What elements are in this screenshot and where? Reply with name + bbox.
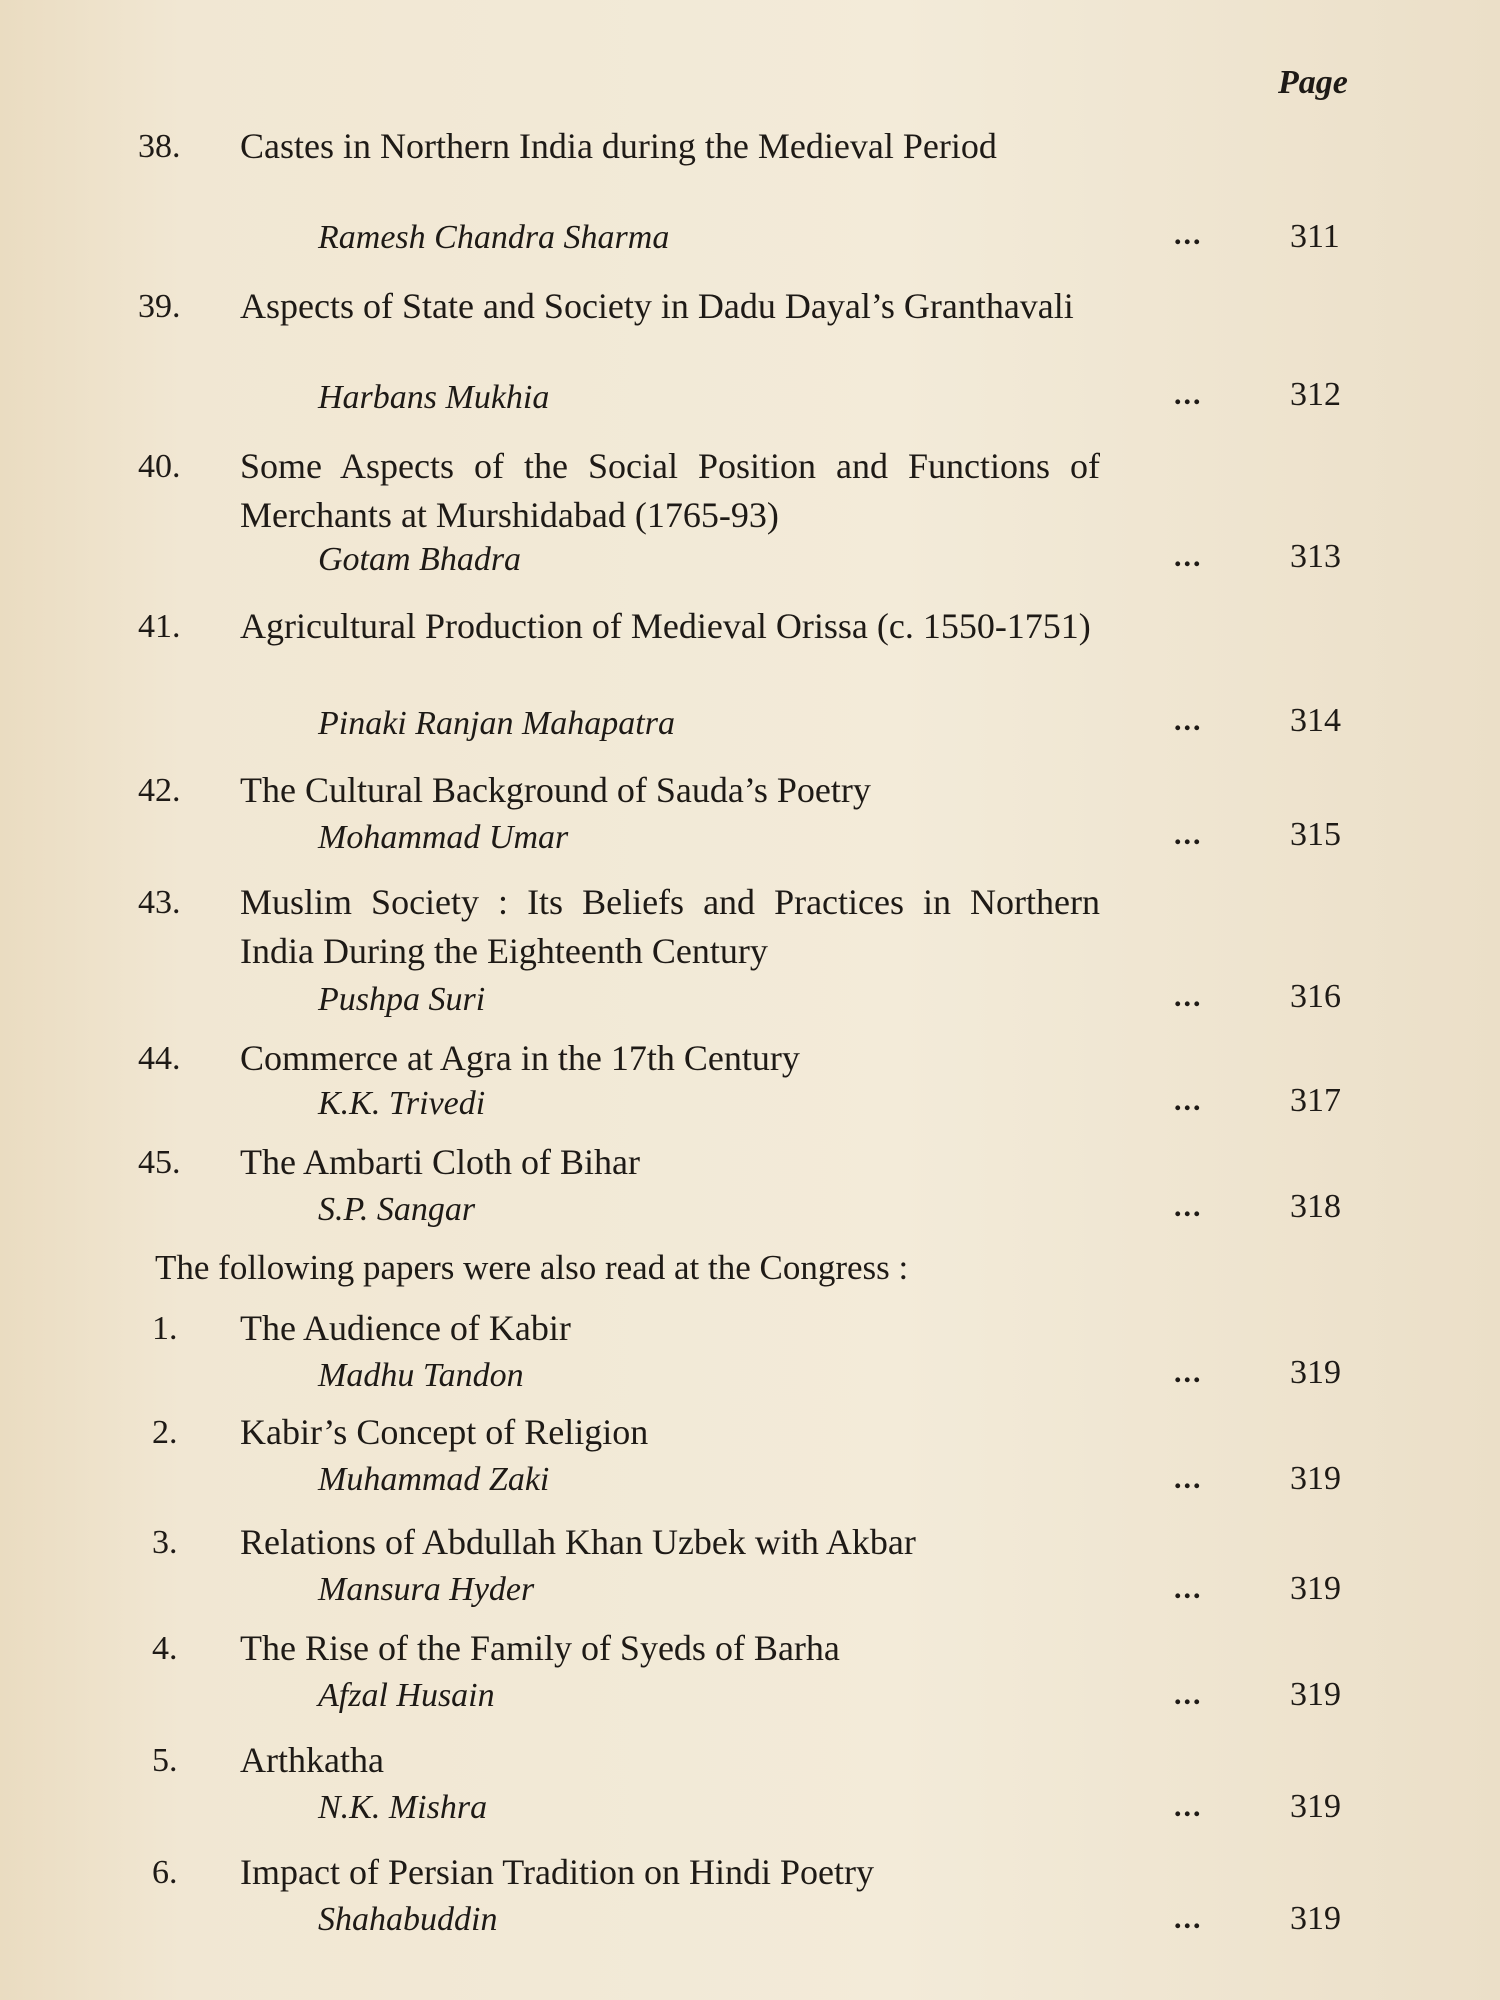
paper-title: Arthkatha [240,1740,384,1780]
paper-author: Muhammad Zaki [318,1461,550,1498]
paper-author: Madhu Tandon [318,1357,524,1394]
page-number: 315 [1290,816,1341,853]
leader-dots: ... [1174,1678,1203,1711]
page-number: 319 [1290,1570,1341,1607]
paper-title: The Cultural Background of Sauda’s Poetry [240,770,871,810]
paper-number: 38. [138,128,181,165]
leader-dots: ... [1174,1462,1203,1495]
paper-author: Pinaki Ranjan Mahapatra [318,705,675,742]
paper-author: Mansura Hyder [318,1571,535,1608]
page-number: 317 [1290,1082,1341,1119]
paper-number: 6. [152,1854,178,1891]
paper-author: Gotam Bhadra [318,541,522,578]
paper-author: Pushpa Suri [318,981,486,1018]
paper-number: 39. [138,288,181,325]
paper-title: Aspects of State and Society in Dadu Dayal’s Granthavali [240,286,1074,326]
leader-dots: ... [1174,818,1203,851]
paper-author: Shahabuddin [318,1901,498,1938]
paper-number: 44. [138,1040,181,1077]
page-number: 319 [1290,1788,1341,1825]
page-number: 318 [1290,1188,1341,1225]
paper-number: 1. [152,1310,178,1347]
leader-dots: ... [1174,1084,1203,1117]
paper-number: 4. [152,1630,178,1667]
leader-dots: ... [1174,540,1203,573]
paper-title: The Audience of Kabir [240,1308,571,1348]
paper-author: S.P. Sangar [318,1191,476,1228]
paper-number: 2. [152,1414,178,1451]
paper-title: Impact of Persian Tradition on Hindi Poetry [240,1852,874,1892]
paper-title: The Rise of the Family of Syeds of Barha [240,1628,840,1668]
paper-author: K.K. Trivedi [318,1085,486,1122]
paper-author: N.K. Mishra [318,1789,488,1826]
page-number: 319 [1290,1460,1341,1497]
leader-dots: ... [1174,1902,1203,1935]
leader-dots: ... [1174,1356,1203,1389]
page-number: 319 [1290,1676,1341,1713]
leader-dots: ... [1174,218,1203,251]
page-column-header: Page [1278,64,1348,101]
additional-papers-note: The following papers were also read at the Congress : [155,1248,909,1287]
leader-dots: ... [1174,980,1203,1013]
page-number: 316 [1290,978,1341,1015]
leader-dots: ... [1174,1790,1203,1823]
page-number: 319 [1290,1354,1341,1391]
paper-author: Ramesh Chandra Sharma [318,219,670,256]
paper-number: 41. [138,608,181,645]
paper-title: Relations of Abdullah Khan Uzbek with Akbar [240,1522,916,1562]
paper-number: 5. [152,1742,178,1779]
leader-dots: ... [1174,704,1203,737]
leader-dots: ... [1174,1572,1203,1605]
paper-title: The Ambarti Cloth of Bihar [240,1142,640,1182]
paper-number: 3. [152,1524,178,1561]
paper-author: Mohammad Umar [318,819,569,856]
paper-title: Muslim Society : Its Beliefs and Practices in Northern India During the Eighteenth Century [240,882,1100,971]
page-number: 313 [1290,538,1341,575]
paper-title: Some Aspects of the Social Position and Functions of Merchants at Murshidabad (1765-93) [240,446,1100,535]
paper-author: Afzal Husain [318,1677,495,1714]
paper-number: 45. [138,1144,181,1181]
paper-number: 43. [138,884,181,921]
page-number: 312 [1290,376,1341,413]
paper-number: 40. [138,448,181,485]
page-number: 314 [1290,702,1341,739]
paper-title: Agricultural Production of Medieval Orissa (c. 1550-1751) [240,606,1091,646]
leader-dots: ... [1174,1190,1203,1223]
leader-dots: ... [1174,378,1203,411]
paper-title: Kabir’s Concept of Religion [240,1412,649,1452]
paper-number: 42. [138,772,181,809]
page-number: 319 [1290,1900,1341,1937]
paper-title: Commerce at Agra in the 17th Century [240,1038,800,1078]
page-number: 311 [1290,218,1340,255]
paper-author: Harbans Mukhia [318,379,550,416]
paper-title: Castes in Northern India during the Medieval Period [240,126,997,166]
